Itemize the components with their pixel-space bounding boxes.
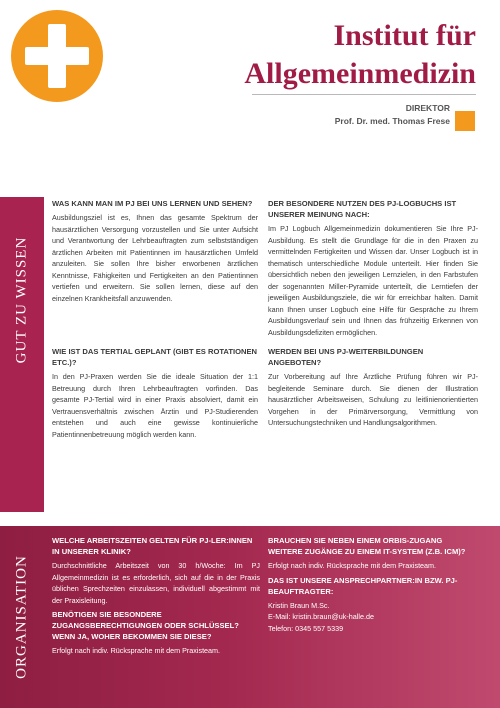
org-heading: DAS IST UNSERE ANSPRECHPARTNER:IN BZW. PJ-BEAUFTRAGTER: <box>268 575 458 596</box>
org-heading: BRAUCHEN SIE NEBEN EINEM ORBIS-ZUGANG WEITERE ZUGÄNGE ZU EINEM IT-SYSTEM (Z.B. ICM)? <box>268 536 466 556</box>
faq-body: Im PJ Logbuch Allgemeinmedizin dokumentieren Sie Ihre PJ-Ausbildung. Es stellt die Grundlage für die in den Praxen zu vermittelnden Fertigkeiten und Wissen dar. Unser Logbuch ist in thematisch unterschiedliche Module unterteilt. Hier finden Sie übersichtlich neben den jeweiligen Lernzielen, in den Farbstufen der sogenannten Miller-Pyramide unterteilt, die Lerntiefen der jeweiligen Ausbildungsziele, die wir für erreichbar halten. Damit kann Ihnen unser Logbuch eine Hilfe für Gespräche zu Ihrem Ausbildungsverlauf sein und Ihnen das frühzeitig Erkennen von Ausbildungsdefiziten ermöglichen. <box>268 224 478 337</box>
title-line-2: Allgemeinmedizin <box>244 57 476 90</box>
org-heading: WELCHE ARBEITSZEITEN GELTEN FÜR PJ-LER:INNEN IN UNSERER KLINIK? <box>52 536 253 556</box>
faq-block-trainings <box>268 346 478 429</box>
section-label-organisation: ORGANISATION <box>13 555 30 679</box>
contact-name: Kristin Braun M.Sc. <box>268 600 330 610</box>
contact-phone: Telefon: 0345 557 5339 <box>268 623 344 633</box>
cross-horizontal-bar <box>25 47 89 65</box>
faq-block-tertial <box>52 346 258 440</box>
org-body: Durchschnittliche Arbeitszeit von 30 h/Woche: Im PJ Allgemeinmedizin ist es erforderlich, sich auf die in der Praxis üblichen Sprechzeiten einzulassen, individuell abgestimmt mit der Praxisleitung. <box>52 561 260 605</box>
faq-block-logbook <box>268 198 478 338</box>
title-divider <box>252 94 476 95</box>
faq-body: Ausbildungsziel ist es, Ihnen das gesamte Spektrum der hausärztlichen Versorgung vorzustellen und Sie unter Aufsicht und Verantwortung der Lehrbeauftragten zum selbstständigen ärztlichen Arbeiten mit Patientinnen im hausärztlichen Umfeld anzuleiten. Sie sollen Ihre bisher erworbenen ärztlichen Kenntnisse, Fähigkeiten und Fertigkeiten an den Patientinnen vertiefen und erweitern. Sie sollen lernen, diese auf den einzelnen Krankheitsfall anzuwenden. <box>52 213 258 303</box>
director-label: DIREKTOR <box>405 103 450 113</box>
faq-heading: WERDEN BEI UNS PJ-WEITERBILDUNGEN ANGEBOTEN? <box>268 347 424 367</box>
director-name: Prof. Dr. med. Thomas Frese <box>334 116 450 126</box>
page-title <box>244 17 476 93</box>
faq-body: In den PJ-Praxen werden Sie die ideale Situation der 1:1 Betreuung durch Ihren Lehrbeauftragten vorfinden. Das gesamte PJ-Tertial wird in einer Praxis absolviert, damit ein Vertrauensverhältnis zwischen Ärztin und PJ-Studierenden entstehen und auch eine gewisse kontinuierliche Patientinnenbetreuung möglich werden kann. <box>52 372 258 439</box>
org-block-right <box>268 535 478 634</box>
faq-heading: WIE IST DAS TERTIAL GEPLANT (GIBT ES ROTATIONEN ETC.)? <box>52 347 258 367</box>
director-block <box>335 102 450 128</box>
org-body: Erfolgt nach indiv. Rücksprache mit dem Praxisteam. <box>268 561 437 570</box>
org-block-left <box>52 535 260 657</box>
faq-heading: DER BESONDERE NUTZEN DES PJ-LOGBUCHS IST UNSERER MEINUNG NACH: <box>268 199 457 219</box>
faq-body: Zur Vorbereitung auf Ihre Ärztliche Prüfung führen wir PJ-begleitende Seminare durch. Sie dienen der Illustration hausärztlicher Arbeitsweisen, Schulung zu leitlinienorientierten Vorgehen in der Primärversorgung, Vermittlung von Untersuchungstechniken und Handlungsalgorithmen. <box>268 372 478 427</box>
faq-block-learning <box>52 198 258 304</box>
org-heading: BENÖTIGEN SIE BESONDERE ZUGANGSBERECHTIGUNGEN ODER SCHLÜSSEL? WENN JA, WOHER BEKOMMEN SIE DIESE? <box>52 610 239 641</box>
title-line-1: Institut für <box>333 19 476 52</box>
contact-email[interactable]: E-Mail: kristin.braun@uk-halle.de <box>268 612 374 621</box>
org-body: Erfolgt nach indiv. Rücksprache mit dem Praxisteam. <box>52 646 221 655</box>
faq-heading: WAS KANN MAN IM PJ BEI UNS LERNEN UND SEHEN? <box>52 199 253 208</box>
accent-square <box>455 111 475 131</box>
section-label-gut-zu-wissen: GUT ZU WISSEN <box>13 236 30 364</box>
